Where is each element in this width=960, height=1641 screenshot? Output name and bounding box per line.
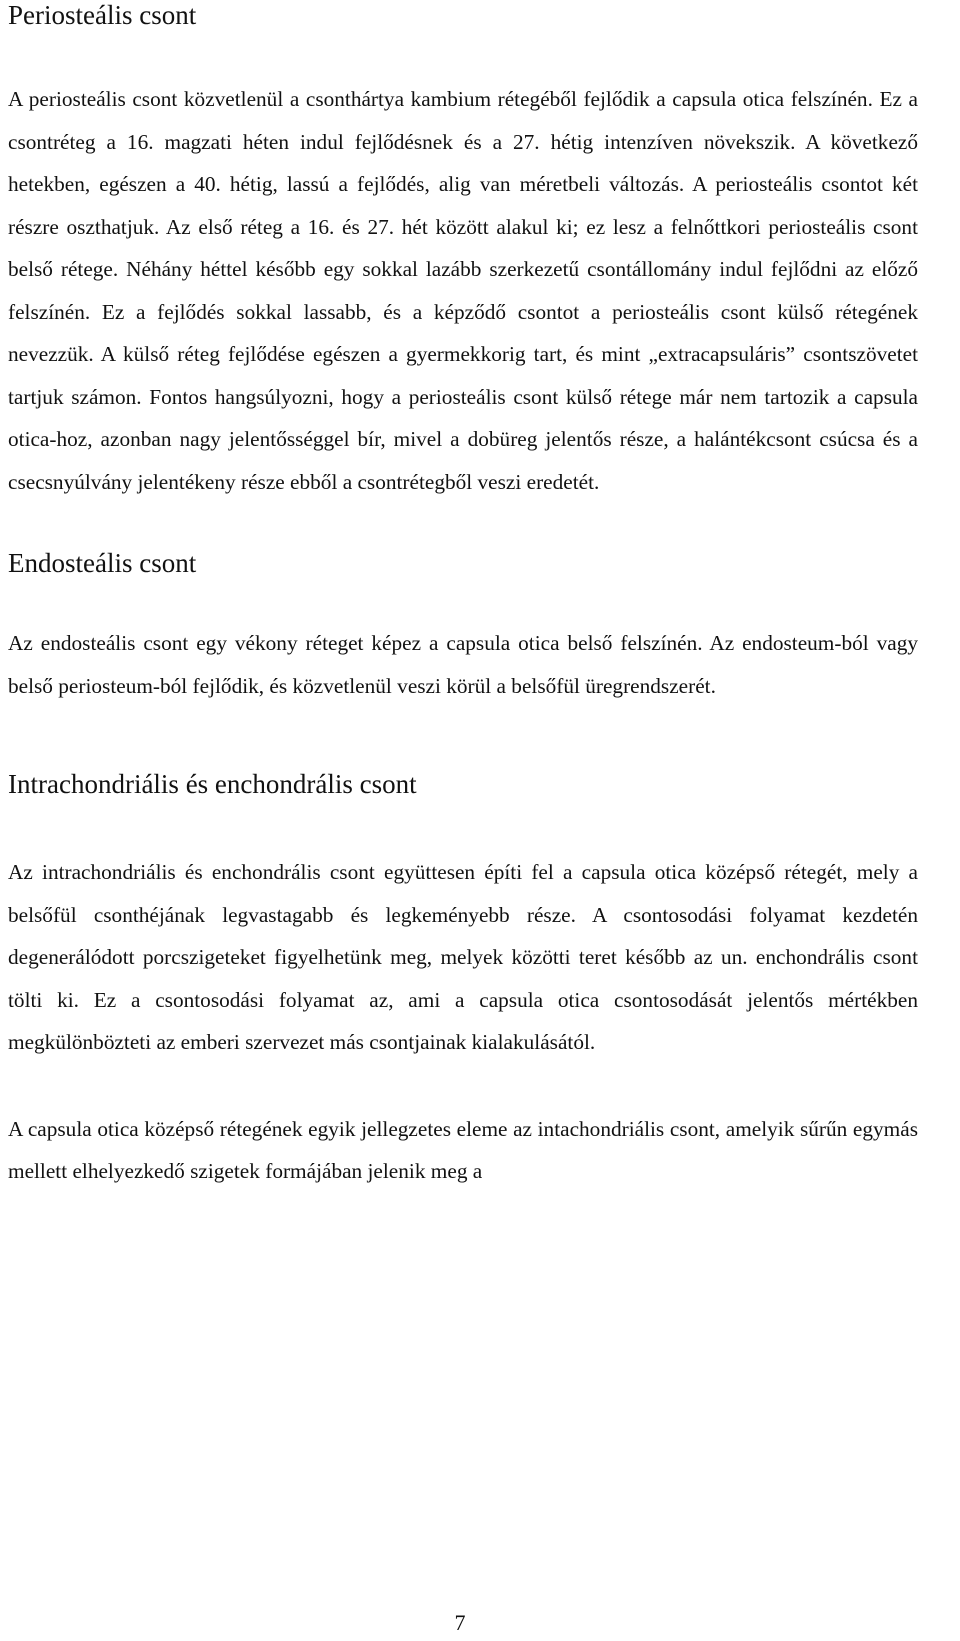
page-number: 7 xyxy=(454,1610,466,1635)
paragraph-intrachondrial-2: A capsula otica középső rétegének egyik jellegzetes eleme az intachondriális csont, amelyik sűrűn egymás mellett elhelyezkedő szigetek formájában jelenik meg a xyxy=(8,1116,918,1183)
section-heading-endosteal: Endosteális csont xyxy=(8,548,197,578)
section-heading-intrachondrial: Intrachondriális és enchondrális csont xyxy=(8,769,417,799)
section-heading-periosteal: Periosteális csont xyxy=(8,0,197,30)
document-page xyxy=(8,0,918,1193)
paragraph-periosteal: A periosteális csont közvetlenül a csonthártya kambium rétegéből fejlődik a capsula otica felszínén. Ez a csontréteg a 16. magzati héten indul fejlődésnek és a 27. hétig intenzíven növekszik. A következő hetekben, egészen a 40. hétig, lassú a fejlődés, alig van méretbeli változás. A periosteális csontot két részre oszthatjuk. Az első réteg a 16. és 27. hét között alakul ki; ez lesz a felnőttkori periosteális csont belső rétege. Néhány héttel később egy sokkal lazább szerkezetű csontállomány indul fejlődni az előző felszínén. Ez a fejlődés sokkal lassabb, és a képződő csontot a periosteális csont külső rétegének nevezzük. A külső réteg fejlődése egészen a gyermekkorig tart, és mint „extracapsuláris” csontszövetet tartjuk számon. Fontos hangsúlyozni, hogy a periosteális csont külső rétege már nem tartozik a capsula otica-hoz, azonban nagy jelentősséggel bír, mivel a dobüreg jelentős része, a halántékcsont csúcsa és a csecsnyúlvány jelentékeny része ebből a csontrétegből veszi eredetét. xyxy=(8,87,918,494)
paragraph-intrachondrial-1: Az intrachondriális és enchondrális csont együttesen építi fel a capsula otica középső rétegét, mely a belsőfül csonthéjának legvastagabb és legkeményebb része. A csontosodási folyamat kezdetén degenerálódott porcszigeteket figyelhetünk meg, melyek közötti teret később az un. enchondrális csont tölti ki. Ez a csontosodási folyamat az, ami a capsula otica csontosodását jelentős mértékben megkülönbözteti az emberi szervezet más csontjainak kialakulásától. xyxy=(8,860,918,1054)
paragraph-endosteal: Az endosteális csont egy vékony réteget képez a capsula otica belső felszínén. Az endosteum-ból vagy belső periosteum-ból fejlődik, és közvetlenül veszi körül a belsőfül üregrendszerét. xyxy=(8,631,918,698)
